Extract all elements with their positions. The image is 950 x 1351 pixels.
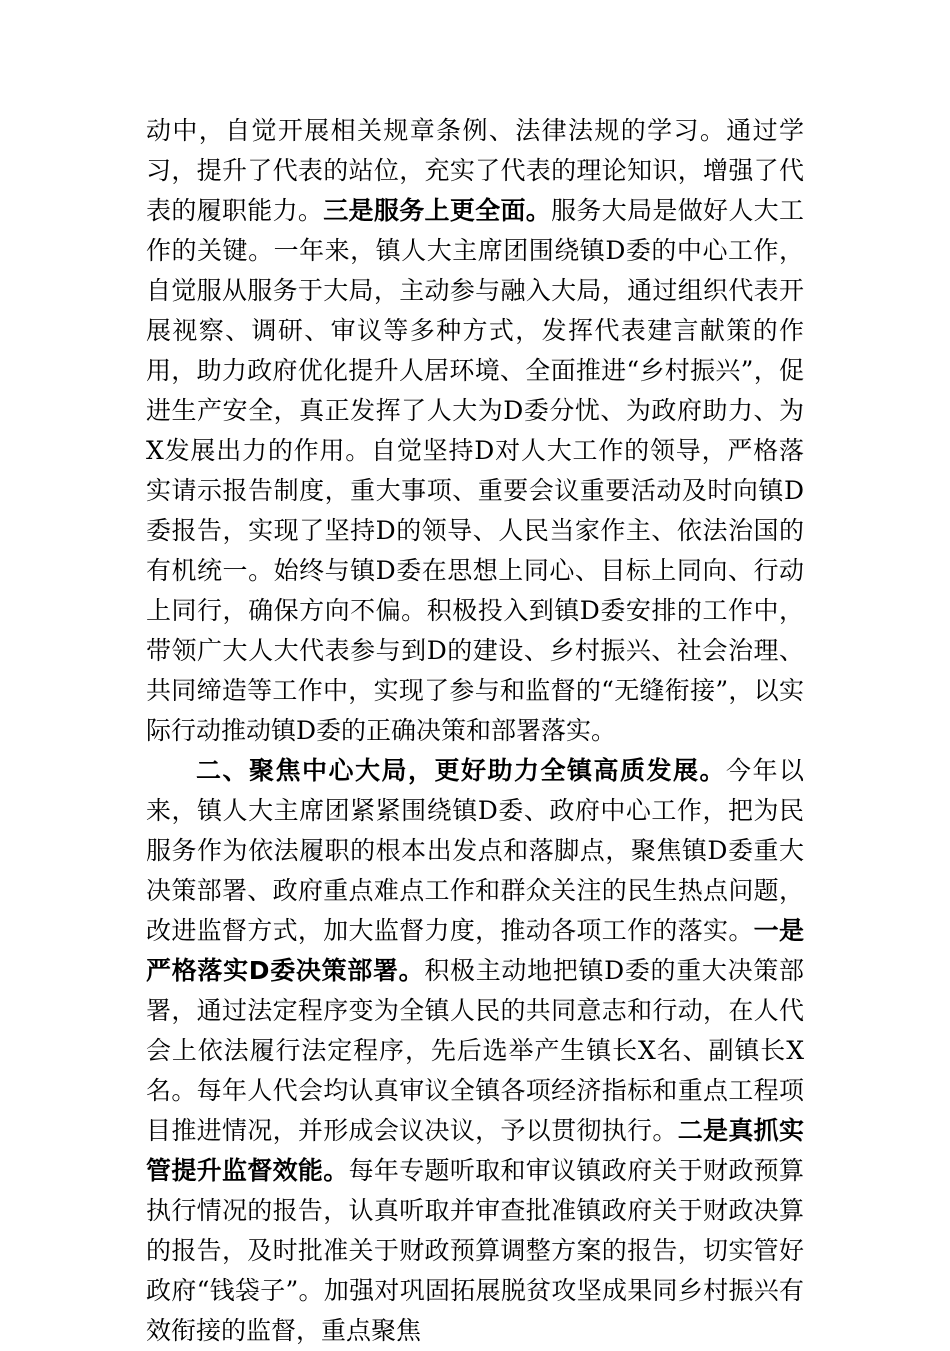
paragraph-1-heading-service: 三是服务上更全面。 — [323, 196, 552, 225]
paragraph-1-body: 服务大局是做好人大工作的关键。一年来，镇人大主席团围绕镇D委的中心工作，自觉服从服务于大局，主动参与融入大局，通过组织代表开展视察、调研、审议等多种方式，发挥代表建言献策的作用，助力政府优化提升人居环境、全面推进“乡村振兴”，促进生产安全，真正发挥了人大为D委分忧、为政府助力、为X发展出力的作用。自觉坚持D对人大工作的领导，严格落实请示报告制度，重大事项、重要会议重要活动及时向镇D委报告，实现了坚持D的领导、人民当家作主、依法治国的有机统一。始终与镇D委在思想上同心、目标上同向、行动上同行，确保方向不偏。积极投入到镇D委安排的工作中，带领广大人大代表参与到D的建设、乡村振兴、社会治理、共同缔造等工作中，实现了参与和监督的“无缝衔接”，以实际行动推动镇D委的正确决策和部署落实。 — [146, 196, 804, 745]
paragraph-2-intro: 今年以来，镇人大主席团紧紧围绕镇D委、政府中心工作，把为民服务作为依法履职的根本出发点和落脚点，聚焦镇D委重大决策部署、政府重点难点工作和群众关注的民生热点问题，改进监督方式，加大监督力度，推动各项工作的落实。 — [146, 756, 804, 945]
paragraph-1 — [146, 111, 804, 751]
paragraph-2-body-two: 每年专题听取和审议镇政府关于财政预算执行情况的报告，认真听取并审查批准镇政府关于财政决算的报告，及时批准关于财政预算调整方案的报告，切实管好政府“钱袋子”。加强对巩固拓展脱贫攻坚成果同乡村振兴有效衔接的监督，重点聚焦 — [146, 1156, 804, 1345]
paragraph-1-text: 动中，自觉开展相关规章条例、法律法规的学习。通过学习，提升了代表的站位，充实了代表的理论知识，增强了代表的履职能力。 — [146, 116, 804, 225]
paragraph-2-heading-one: 一是严格落实D委决策部署。 — [146, 916, 804, 985]
paragraph-2-body-one: 积极主动地把镇D委的重大决策部署，通过法定程序变为全镇人民的共同意志和行动，在人代会上依法履行法定程序，先后选举产生镇长X名、副镇长X名。每年人代会均认真审议全镇各项经济指标和重点工程项目推进情况，并形成会议决议，予以贯彻执行。 — [146, 956, 804, 1145]
paragraph-2 — [146, 751, 804, 1351]
document-page — [146, 111, 804, 1351]
section-heading-two: 二、聚焦中心大局，更好助力全镇高质发展。 — [196, 756, 726, 785]
paragraph-2-heading-two: 二是真抓实管提升监督效能。 — [146, 1116, 804, 1185]
